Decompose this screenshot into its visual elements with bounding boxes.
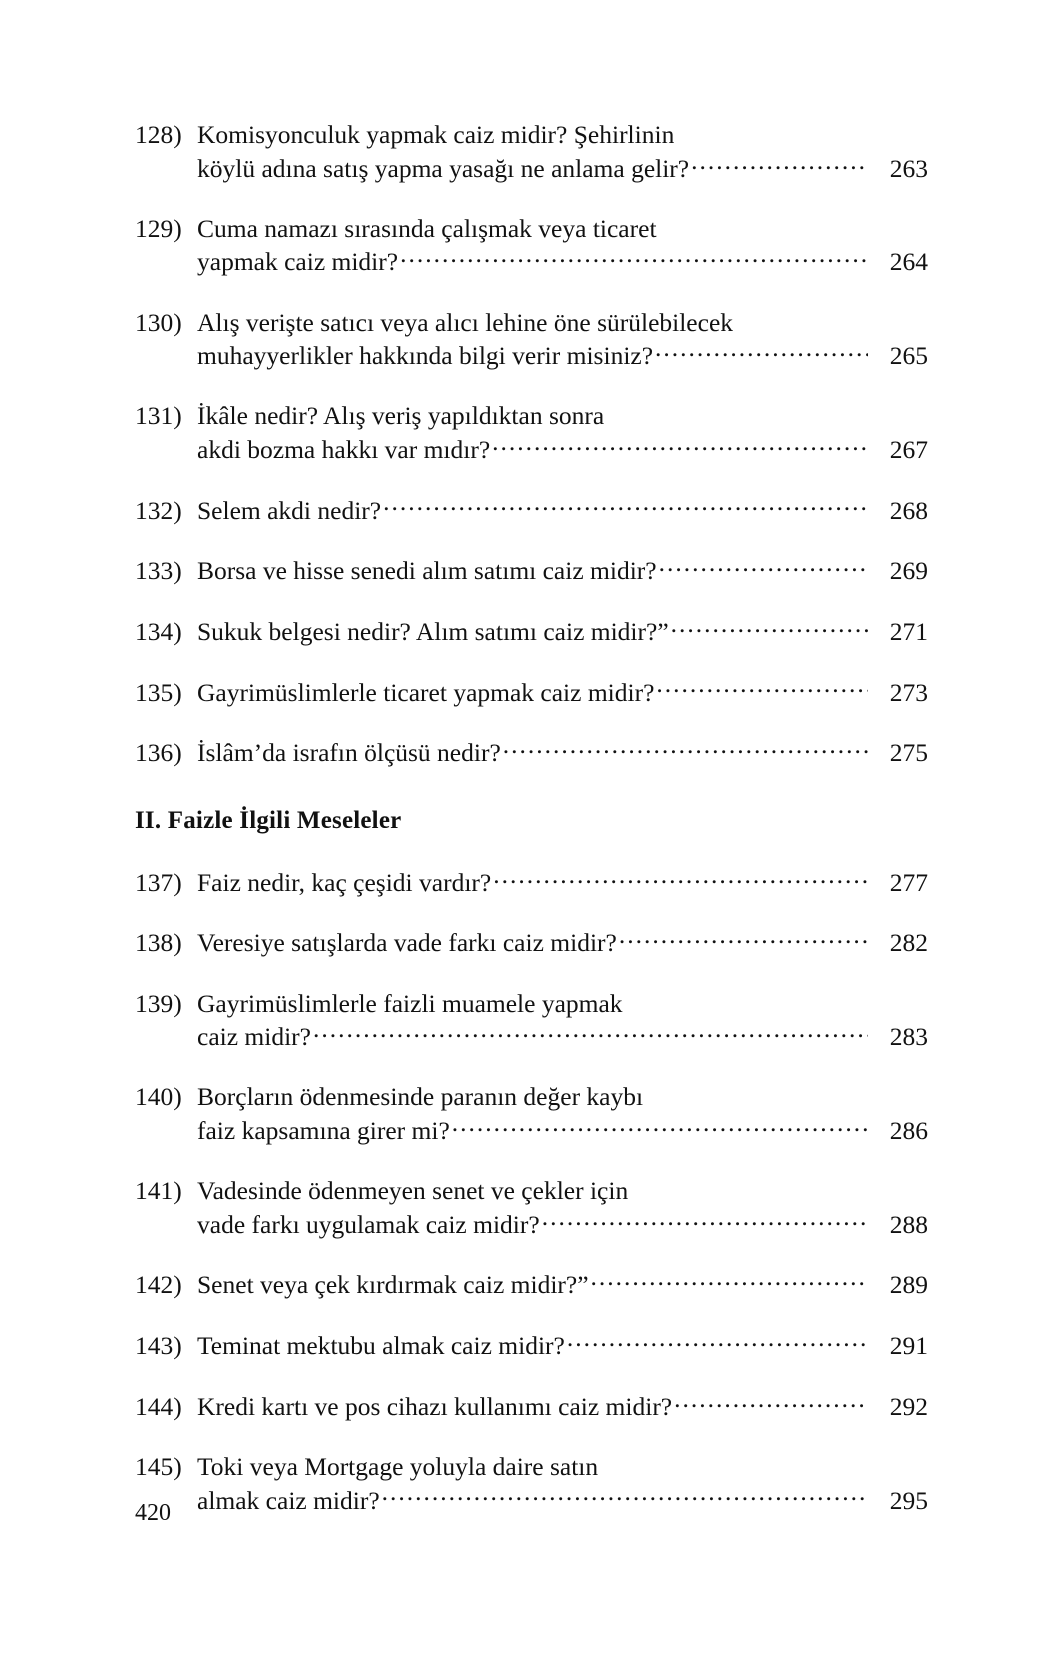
toc-entry-text: Selem akdi nedir? — [197, 495, 382, 525]
toc-entry[interactable] — [135, 675, 928, 709]
toc-dot-leader — [383, 493, 868, 519]
toc-entry-page-number[interactable]: 273 — [889, 677, 928, 707]
toc-entry-page-number[interactable]: 277 — [889, 867, 928, 897]
toc-entry-text: Komisyonculuk yapmak caiz midir? Şehirlinin — [197, 120, 675, 149]
toc-list-part-one — [135, 118, 928, 769]
toc-entry-page-number[interactable]: 267 — [889, 434, 928, 464]
toc-entry-number: 136) — [135, 738, 182, 768]
toc-entry-text: köylü adına satış yapma yasağı ne anlama gelir? — [197, 153, 690, 183]
toc-entry[interactable] — [135, 987, 928, 1054]
toc-entry-line — [135, 554, 928, 588]
toc-entry-number: 140) — [135, 1082, 182, 1112]
toc-entry[interactable] — [135, 306, 928, 373]
toc-entry[interactable] — [135, 118, 928, 185]
toc-entry-line — [135, 1450, 928, 1483]
toc-dot-leader — [591, 1268, 868, 1294]
toc-entry-page-number[interactable]: 288 — [889, 1209, 928, 1239]
toc-entry[interactable] — [135, 1268, 928, 1302]
toc-entry-text: İslâm’da israfın ölçüsü nedir? — [197, 738, 501, 768]
toc-entry-line — [135, 399, 928, 432]
toc-entry-number: 145) — [135, 1451, 182, 1481]
toc-entry-number: 132) — [135, 495, 182, 525]
toc-entry[interactable] — [135, 399, 928, 466]
toc-entry[interactable] — [135, 1174, 928, 1241]
toc-entry[interactable] — [135, 614, 928, 648]
toc-dot-leader — [674, 1389, 868, 1415]
toc-entry[interactable] — [135, 926, 928, 960]
toc-entry-text: almak caiz midir? — [197, 1485, 380, 1515]
toc-dot-leader — [691, 151, 868, 177]
toc-entry-text: Gayrimüslimlerle ticaret yapmak caiz midir? — [197, 677, 655, 707]
toc-entry-line — [135, 1329, 928, 1363]
toc-entry-line — [135, 926, 928, 960]
toc-entry-text: Borsa ve hisse senedi alım satımı caiz midir? — [197, 556, 657, 586]
toc-entry[interactable] — [135, 1389, 928, 1423]
toc-entry-number: 128) — [135, 120, 182, 149]
toc-entry[interactable] — [135, 1450, 928, 1517]
toc-entry-page-number[interactable]: 282 — [889, 928, 928, 958]
toc-entry-number: 133) — [135, 556, 182, 586]
toc-entry-line — [135, 118, 928, 151]
toc-entry-text: Teminat mektubu almak caiz midir? — [197, 1331, 565, 1361]
toc-entry-page-number[interactable]: 291 — [889, 1331, 928, 1361]
toc-entry-page-number[interactable]: 271 — [889, 616, 928, 646]
toc-entry-page-number[interactable]: 275 — [889, 738, 928, 768]
toc-dot-leader — [503, 736, 868, 762]
toc-dot-leader — [655, 339, 868, 365]
toc-dot-leader — [493, 865, 868, 891]
toc-entry-number: 130) — [135, 307, 182, 337]
toc-entry-line — [135, 736, 928, 770]
toc-entry-number: 137) — [135, 867, 182, 897]
toc-entry-line — [135, 865, 928, 899]
toc-entry[interactable] — [135, 736, 928, 770]
toc-entry-text: Alış verişte satıcı veya alıcı lehine öne sürülebilecek — [197, 307, 734, 337]
toc-entry-number: 134) — [135, 616, 182, 646]
toc-entry-page-number[interactable]: 289 — [889, 1270, 928, 1300]
toc-dot-leader — [567, 1329, 868, 1355]
toc-entry-line — [135, 1207, 928, 1241]
toc-entry-page-number[interactable]: 265 — [889, 341, 928, 371]
toc-entry-line — [135, 1389, 928, 1423]
toc-dot-leader — [452, 1114, 868, 1140]
toc-entry-text: Kredi kartı ve pos cihazı kullanımı caiz midir? — [197, 1391, 673, 1421]
toc-entry-text: Faiz nedir, kaç çeşidi vardır? — [197, 867, 492, 897]
toc-entry-text: Veresiye satışlarda vade farkı caiz midir? — [197, 928, 617, 958]
toc-entry-line — [135, 1174, 928, 1207]
page-folio-number: 420 — [135, 1500, 171, 1526]
toc-entry-number: 143) — [135, 1331, 182, 1361]
toc-entry[interactable] — [135, 865, 928, 899]
toc-entry-line — [135, 614, 928, 648]
toc-entry-text: akdi bozma hakkı var mıdır? — [197, 434, 491, 464]
toc-entry-line — [135, 1080, 928, 1113]
toc-entry-text: Sukuk belgesi nedir? Alım satımı caiz midir?” — [197, 616, 669, 646]
toc-dot-leader — [656, 675, 868, 701]
toc-dot-leader — [492, 432, 868, 458]
toc-dot-leader — [619, 926, 868, 952]
toc-entry-text: Senet veya çek kırdırmak caiz midir?” — [197, 1270, 589, 1300]
toc-entry-line — [135, 675, 928, 709]
toc-entry-line — [135, 339, 928, 373]
toc-entry-line — [135, 1114, 928, 1148]
toc-entry-text: yapmak caiz midir? — [197, 247, 399, 277]
toc-dot-leader — [400, 245, 868, 271]
toc-entry-line — [135, 1268, 928, 1302]
toc-entry[interactable] — [135, 554, 928, 588]
toc-dot-leader — [542, 1207, 868, 1233]
toc-entry-text: muhayyerlikler hakkında bilgi verir misiniz? — [197, 341, 654, 371]
toc-entry-number: 129) — [135, 213, 182, 243]
toc-entry-number: 131) — [135, 401, 182, 431]
toc-entry-page-number[interactable]: 264 — [889, 247, 928, 277]
toc-entry-line — [135, 212, 928, 245]
toc-entry-text: İkâle nedir? Alış veriş yapıldıktan sonra — [197, 401, 605, 431]
toc-entry-page-number[interactable]: 295 — [889, 1485, 928, 1515]
toc-entry-line — [135, 151, 928, 185]
toc-list-part-two — [135, 865, 928, 1516]
toc-entry-text: vade farkı uygulamak caiz midir? — [197, 1209, 540, 1239]
toc-entry-text: Cuma namazı sırasında çalışmak veya ticaret — [197, 213, 657, 243]
toc-entry-line — [135, 432, 928, 466]
toc-entry-line — [135, 306, 928, 339]
toc-entry-text: Borçların ödenmesinde paranın değer kaybı — [197, 1082, 644, 1112]
toc-entry-number: 135) — [135, 677, 182, 707]
toc-entry-line — [135, 1483, 928, 1517]
toc-entry-text: caiz midir? — [197, 1022, 311, 1052]
toc-entry-number: 144) — [135, 1391, 182, 1421]
toc-entry-page-number[interactable]: 283 — [889, 1022, 928, 1052]
toc-entry-line — [135, 1020, 928, 1054]
toc-entry-line — [135, 493, 928, 527]
toc-entry-number: 139) — [135, 988, 182, 1018]
toc-entry[interactable] — [135, 212, 928, 279]
toc-entry[interactable] — [135, 1080, 928, 1147]
toc-entry-page-number[interactable]: 268 — [889, 495, 928, 525]
toc-dot-leader — [382, 1483, 868, 1509]
toc-entry-line — [135, 245, 928, 279]
toc-entry-text: Toki veya Mortgage yoluyla daire satın — [197, 1451, 599, 1481]
toc-entry-text: Gayrimüslimlerle faizli muamele yapmak — [197, 988, 623, 1018]
toc-entry-number: 138) — [135, 928, 182, 958]
toc-entry-text: Vadesinde ödenmeyen senet ve çekler için — [197, 1176, 629, 1206]
toc-entry-number: 141) — [135, 1176, 182, 1206]
toc-dot-leader — [671, 614, 868, 640]
toc-entry-page-number[interactable]: 292 — [889, 1391, 928, 1421]
toc-entry-text: faiz kapsamına girer mi? — [197, 1116, 450, 1146]
toc-dot-leader — [659, 554, 868, 580]
toc-entry[interactable] — [135, 493, 928, 527]
toc-dot-leader — [313, 1020, 868, 1046]
toc-entry-number: 142) — [135, 1270, 182, 1300]
toc-entry-page-number[interactable]: 269 — [889, 556, 928, 586]
toc-entry-page-number[interactable]: 263 — [889, 153, 928, 183]
toc-entry-page-number[interactable]: 286 — [889, 1116, 928, 1146]
toc-entry[interactable] — [135, 1329, 928, 1363]
section-heading-faiz: II. Faizle İlgili Meseleler — [135, 807, 402, 835]
toc-entry-line — [135, 987, 928, 1020]
